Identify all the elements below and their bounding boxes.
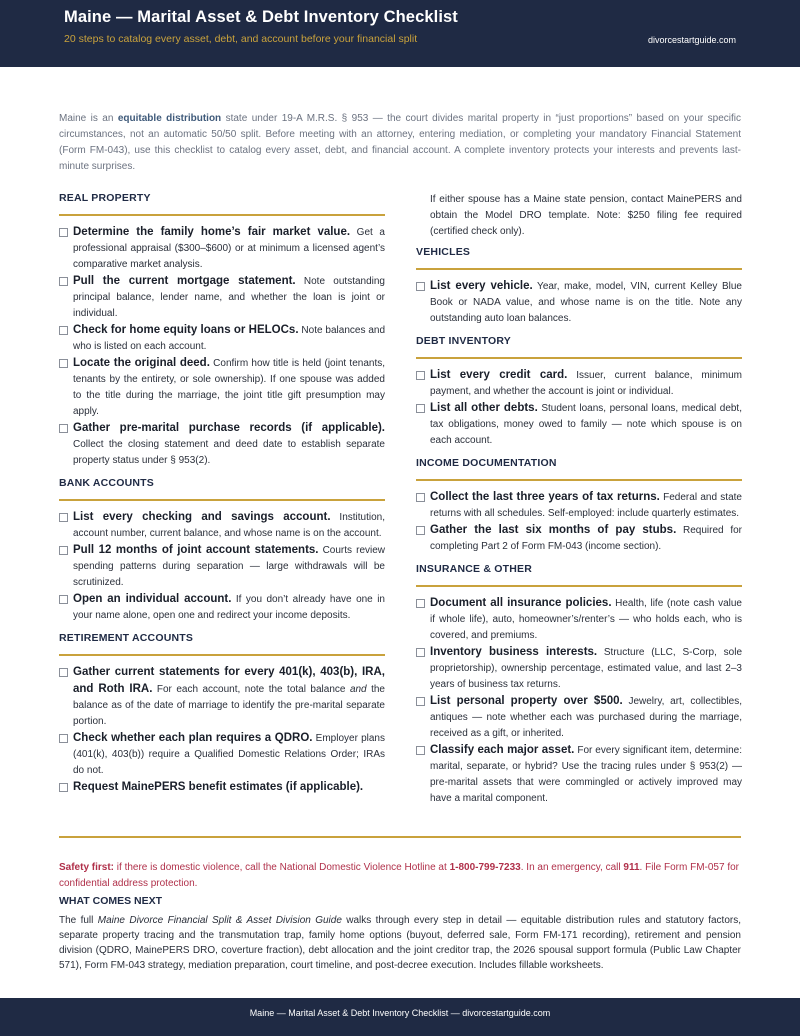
section-divider	[416, 585, 742, 587]
item-lead: Request MainePERS benefit estimates (if applicable).	[73, 781, 364, 793]
checklist-item	[416, 693, 742, 742]
intro-text: state under 19-A M.R.S. § 953 — the court divides marital property in “just proportions” based on your specific circumstances, not an automatic 50/50 split. Before meeting with an attorney, entering mediation, or completing your mandatory Financial Statement (Form FM-043), use this checklist to catalog every asset, debt, and financial account. A complete inventory protects your interests and prevents last-minute surprises.	[59, 113, 741, 172]
emergency-number[interactable]: 911	[623, 862, 640, 873]
guide-title: Maine Divorce Financial Split & Asset Division Guide	[97, 915, 342, 926]
next-text: walks through every step in detail — equitable distribution rules and statutory factors, separate property tracing and the transmutation trap, family home options (buyout, deferred sale, Form FM-171 recording), retirement and pension division (QDRO, MainePERS DRO, coverture fraction), debt allocation and the joint creditor trap, the 2026 spousal support formula (Public Law Chapter 571), Form FM-043 strategy, mediation preparation, court timeline, and post-decree execution. Includes fillable worksheets.	[59, 915, 742, 971]
checkbox[interactable]	[59, 734, 68, 743]
item-lead: Classify each major asset.	[430, 744, 575, 756]
section-divider	[416, 479, 742, 481]
item-lead: Gather pre-marital purchase records (if applicable).	[73, 422, 385, 434]
checklist-item	[59, 779, 385, 796]
page-title: Maine — Marital Asset & Debt Inventory Checklist	[64, 8, 458, 26]
item-text: Student loans, personal loans, medical debt, tax obligations, money owed to family — note which spouse is on each account.	[430, 403, 742, 446]
checkbox[interactable]	[59, 546, 68, 555]
item-text: Institution, account number, current balance, and whose name is on the account.	[73, 512, 385, 539]
section-title: INCOME DOCUMENTATION	[416, 457, 557, 469]
section-title: VEHICLES	[416, 246, 471, 258]
checkbox[interactable]	[59, 783, 68, 792]
bottom-divider	[59, 836, 741, 838]
checkbox[interactable]	[416, 371, 425, 380]
item-emphasis: and	[349, 684, 367, 695]
checklist-item	[59, 273, 385, 322]
checkbox[interactable]	[59, 359, 68, 368]
checkbox[interactable]	[416, 697, 425, 706]
section-divider	[416, 357, 742, 359]
checklist-item	[416, 522, 742, 555]
checklist-item	[416, 400, 742, 449]
checkbox[interactable]	[416, 493, 425, 502]
section-title: REAL PROPERTY	[59, 192, 151, 204]
checkbox[interactable]	[416, 648, 425, 657]
item-text: Collect the closing statement and deed date to establish separate property status under § 953(2).	[73, 439, 385, 466]
item-lead: Locate the original deed.	[73, 357, 210, 369]
section-bank-accounts	[59, 477, 385, 624]
item-lead: Inventory business interests.	[430, 646, 598, 658]
item-lead: List every checking and savings account.	[73, 511, 331, 523]
checkbox[interactable]	[59, 228, 68, 237]
checkbox[interactable]	[416, 526, 425, 535]
item-lead: List every vehicle.	[430, 280, 533, 292]
section-title: BANK ACCOUNTS	[59, 477, 154, 489]
checklist-item	[59, 355, 385, 420]
left-column	[59, 192, 385, 804]
checkbox[interactable]	[416, 404, 425, 413]
safety-text: . File Form FM-057 for confidential address protection.	[59, 862, 739, 889]
item-lead: Determine the family home’s fair market value.	[73, 226, 351, 238]
item-text: Employer plans (401(k), 403(b)) require a Qualified Domestic Relations Order; IRAs do not.	[73, 733, 385, 776]
item-lead: List every credit card.	[430, 369, 568, 381]
item-text: the balance as of the date of marriage to identify the pre-marital separate portion.	[73, 684, 385, 727]
item-text: Note balances and who is listed on each account.	[73, 325, 386, 352]
page-footer	[0, 998, 800, 1036]
checklist-item	[416, 367, 742, 400]
item-lead: List personal property over $500.	[430, 695, 623, 707]
item-lead: Document all insurance policies.	[430, 597, 612, 609]
section-vehicles	[416, 246, 742, 327]
site-link[interactable]: divorcestartguide.com	[647, 35, 736, 45]
checklist-item	[59, 730, 385, 779]
item-text: Issuer, current balance, minimum payment, and whether the account is joint or individual.	[430, 370, 742, 397]
item-lead: Gather current statements for every 401(k), 403(b), IRA, and Roth IRA.	[73, 666, 385, 695]
item-text: Confirm how title is held (joint tenants, tenants by the entirety, or sole ownership). If one spouse was added to the title during the marriage, the joint title gift presumption may apply.	[73, 358, 385, 417]
item-text: Structure (LLC, S-Corp, sole proprietorship), ownership percentage, estimated value, and last 2–3 years of business tax returns.	[430, 647, 743, 690]
next-text: The full	[59, 915, 98, 926]
checkbox[interactable]	[59, 277, 68, 286]
checkbox[interactable]	[59, 513, 68, 522]
item-text: Courts review spending patterns during separation — large withdrawals will be scrutinized.	[73, 545, 386, 588]
intro-emphasis: equitable distribution	[117, 113, 222, 124]
item-lead: Open an individual account.	[73, 593, 232, 605]
checkbox[interactable]	[416, 599, 425, 608]
item-lead: Check whether each plan requires a QDRO.	[73, 732, 313, 744]
checklist-item	[59, 322, 385, 355]
item-lead: Check for home equity loans or HELOCs.	[73, 324, 299, 336]
section-title: DEBT INVENTORY	[416, 335, 511, 347]
safety-text: if there is domestic violence, call the National Domestic Violence Hotline at	[114, 862, 450, 873]
item-text: Note outstanding principal balance, lender name, and whether the loan is joint or individual.	[73, 276, 385, 319]
checkbox[interactable]	[416, 282, 425, 291]
safety-notice	[59, 860, 741, 892]
checkbox[interactable]	[59, 424, 68, 433]
checklist-item	[59, 509, 385, 542]
item-text: Health, life (note cash value if whole life), auto, homeowner’s/renter’s — who holds each, who is covered, and premiums.	[430, 598, 742, 641]
item-text: If you don’t already have one in your name alone, open one and redirect your income deposits.	[73, 594, 385, 621]
continued-text: If either spouse has a Maine state pension, contact MainePERS and obtain the Model DRO template. Note: $250 filing fee required (certified check only).	[430, 194, 742, 237]
item-text: Required for completing Part 2 of Form FM-043 (income section).	[430, 525, 742, 552]
item-lead: Pull the current mortgage statement.	[73, 275, 296, 287]
section-insurance-other	[416, 563, 742, 807]
safety-text: . In an emergency, call	[520, 862, 624, 873]
section-divider	[416, 268, 742, 270]
section-divider	[59, 654, 385, 656]
section-title: INSURANCE & OTHER	[416, 563, 532, 575]
item-lead: List all other debts.	[430, 402, 538, 414]
checklist-item	[59, 542, 385, 591]
section-real-property	[59, 192, 385, 469]
item-text: Get a professional appraisal ($300–$600) or at minimum a licensed agent’s comparative market analysis.	[73, 227, 385, 270]
section-title: RETIREMENT ACCOUNTS	[59, 632, 194, 644]
hotline-number[interactable]: 1-800-799-7233	[449, 862, 521, 873]
checklist-item	[59, 420, 385, 469]
page-header	[0, 0, 800, 67]
checklist-item	[416, 742, 742, 807]
item-text: Jewelry, art, collectibles, antiques — note whether each was purchased during the marriage, received as a gift, or inherited.	[430, 696, 743, 739]
checklist-item	[416, 595, 742, 644]
checkbox[interactable]	[59, 668, 68, 677]
page-subtitle: 20 steps to catalog every asset, debt, and account before your financial split	[64, 33, 418, 45]
item-text: Year, make, model, VIN, current Kelley Blue Book or NADA value, and whose name is on the title. Note any outstanding auto loan balances.	[430, 281, 742, 324]
intro-text: Maine is an	[59, 113, 118, 124]
checklist-item	[416, 644, 742, 693]
checklist-item	[59, 224, 385, 273]
section-retirement-accounts	[59, 632, 385, 796]
section-debt-inventory	[416, 335, 742, 449]
item-text: For every significant item, determine: marital, separate, or hybrid? Use the tracing rules under § 953(2) — pre-marital assets that were commingled or actively improved may have a marital component.	[430, 745, 742, 804]
checkbox[interactable]	[59, 595, 68, 604]
right-column	[416, 192, 742, 815]
checkbox[interactable]	[416, 746, 425, 755]
checklist-item	[59, 591, 385, 624]
item-lead: Collect the last three years of tax returns.	[430, 491, 660, 503]
item-lead: Pull 12 months of joint account statements.	[73, 544, 319, 556]
section-income-documentation	[416, 457, 742, 555]
safety-label: Safety first:	[59, 862, 115, 873]
section-divider	[59, 214, 385, 216]
checklist-item	[416, 278, 742, 327]
item-text: For each account, note the total balance	[152, 684, 350, 695]
section-divider	[59, 499, 385, 501]
item-text: Federal and state returns with all schedules. Self-employed: include quarterly estimates.	[430, 492, 742, 519]
next-section-body	[59, 913, 741, 973]
intro-paragraph	[59, 111, 741, 175]
item-lead: Gather the last six months of pay stubs.	[430, 524, 677, 536]
footer-text: Maine — Marital Asset & Debt Inventory Checklist — divorcestartguide.com	[249, 1008, 551, 1018]
checkbox[interactable]	[59, 326, 68, 335]
checklist-item	[59, 664, 385, 730]
checklist-item	[416, 489, 742, 522]
next-section-title: WHAT COMES NEXT	[59, 895, 163, 907]
